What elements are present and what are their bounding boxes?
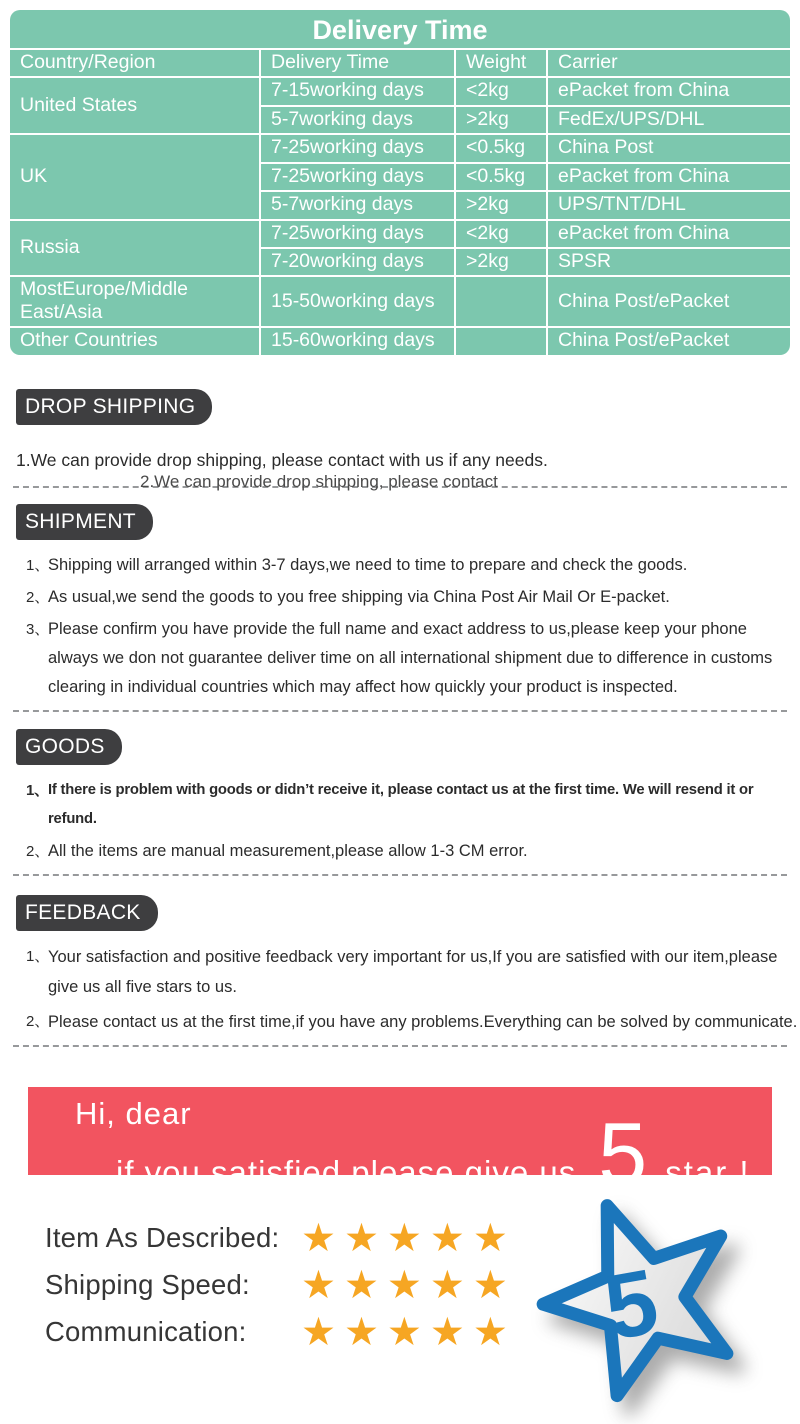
drop-shipping-badge: DROP SHIPPING	[16, 389, 212, 425]
list-item-text: Please contact us at the first time,if you have any problems.Everything can be solved by communicate.	[48, 1012, 798, 1031]
table-row	[10, 134, 790, 162]
list-item-number: 1、	[26, 781, 49, 799]
big-star-number: 5	[597, 1249, 666, 1360]
list-item-text: As usual,we send the goods to you free shipping via China Post Air Mail Or E-packet.	[48, 587, 670, 606]
list-item-number: 3、	[26, 620, 50, 638]
feedback-badge: FEEDBACK	[16, 895, 158, 931]
country-cell: Russia	[10, 220, 260, 277]
delivery-time-cell: 5-7working days	[260, 191, 455, 219]
list-item	[0, 583, 800, 612]
table-row	[10, 327, 790, 354]
rating-label: Communication:	[45, 1316, 247, 1348]
carrier-cell: SPSR	[547, 248, 790, 276]
banner-message-text: if you satisfied please give us	[116, 1153, 577, 1191]
weight-cell	[455, 276, 547, 327]
country-cell: UK	[10, 134, 260, 219]
list-item-text: Shipping will arranged within 3-7 days,we need to time to prepare and check the goods.	[48, 555, 688, 574]
carrier-cell: China Post	[547, 134, 790, 162]
delivery-table-grid	[10, 50, 790, 355]
banner-message-suffix: star !	[665, 1153, 751, 1191]
delivery-time-cell: 7-25working days	[260, 163, 455, 191]
column-header: Delivery Time	[260, 50, 455, 77]
delivery-table-body	[10, 77, 790, 354]
country-cell: Other Countries	[10, 327, 260, 354]
carrier-cell: ePacket from China	[547, 220, 790, 248]
weight-cell: <0.5kg	[455, 163, 547, 191]
list-item-number: 1、	[26, 947, 50, 965]
list-item	[0, 942, 800, 1002]
list-item	[0, 837, 800, 866]
goods-badge: GOODS	[16, 729, 122, 765]
delivery-table-title: Delivery Time	[10, 10, 790, 50]
delivery-time-cell: 5-7working days	[260, 106, 455, 134]
delivery-time-cell: 7-25working days	[260, 134, 455, 162]
list-item-number: 2、	[26, 1012, 50, 1030]
column-header: Weight	[455, 50, 547, 77]
list-item	[0, 551, 800, 580]
list-item-text: If there is problem with goods or didn’t receive it, please contact us at the first time. We will resend it or refund.	[48, 781, 754, 827]
column-header: Carrier	[547, 50, 790, 77]
carrier-cell: China Post/ePacket	[547, 327, 790, 354]
table-row	[10, 276, 790, 327]
column-header: Country/Region	[10, 50, 260, 77]
shipment-list	[0, 551, 800, 702]
list-item-text: Your satisfaction and positive feedback very important for us,If you are satisfied with our item,please give us all five stars to us.	[48, 947, 778, 996]
delivery-time-cell: 7-25working days	[260, 220, 455, 248]
goods-list	[0, 776, 800, 866]
big-star-icon	[505, 1183, 785, 1419]
five-stars-icon: ★★★★★	[301, 1216, 516, 1260]
drop-shipping-text: 1.We can provide drop shipping, please contact with us if any needs.	[16, 449, 548, 470]
weight-cell: >2kg	[455, 106, 547, 134]
weight-cell: >2kg	[455, 248, 547, 276]
delivery-time-cell: 15-60working days	[260, 327, 455, 354]
rating-label: Item As Described:	[45, 1222, 280, 1254]
country-cell: United States	[10, 77, 260, 134]
country-cell: MostEurope/Middle East/Asia	[10, 276, 260, 327]
five-stars-icon: ★★★★★	[301, 1310, 516, 1354]
list-item-text: All the items are manual measurement,please allow 1-3 CM error.	[48, 841, 528, 860]
shipment-badge: SHIPMENT	[16, 504, 153, 540]
weight-cell: >2kg	[455, 191, 547, 219]
table-row	[10, 77, 790, 105]
delivery-time-cell: 7-15working days	[260, 77, 455, 105]
table-header-row	[10, 50, 790, 77]
carrier-cell: UPS/TNT/DHL	[547, 191, 790, 219]
weight-cell: <2kg	[455, 220, 547, 248]
carrier-cell: China Post/ePacket	[547, 276, 790, 327]
list-item-number: 1、	[26, 556, 50, 574]
delivery-time-cell: 7-20working days	[260, 248, 455, 276]
list-item-number: 2、	[26, 588, 50, 606]
delivery-time-cell: 15-50working days	[260, 276, 455, 327]
banner-big-five: 5	[598, 1103, 648, 1203]
banner-greeting: Hi, dear	[75, 1095, 192, 1131]
carrier-cell: FedEx/UPS/DHL	[547, 106, 790, 134]
delivery-table	[10, 10, 790, 355]
list-item	[0, 615, 800, 702]
dashed-divider	[13, 874, 787, 876]
weight-cell: <0.5kg	[455, 134, 547, 162]
list-item-number: 2、	[26, 842, 50, 860]
carrier-cell: ePacket from China	[547, 163, 790, 191]
five-star-banner	[28, 1087, 772, 1203]
list-item	[0, 1007, 800, 1037]
page	[0, 10, 800, 1360]
ratings-section	[0, 1181, 800, 1417]
feedback-list	[0, 942, 800, 1037]
weight-cell	[455, 327, 547, 354]
carrier-cell: ePacket from China	[547, 77, 790, 105]
clipped-text-line: 2.We can provide drop shipping, please contact	[140, 471, 498, 491]
list-item-text: Please confirm you have provide the full name and exact address to us,please keep your phone always we don not guarantee deliver time on all international shipment due to difference in customs clearing in individual countries which may affect how quickly your product is inspected.	[48, 619, 773, 696]
table-row	[10, 220, 790, 248]
weight-cell: <2kg	[455, 77, 547, 105]
dashed-divider	[13, 710, 787, 712]
list-item	[0, 776, 800, 834]
five-stars-icon: ★★★★★	[301, 1263, 516, 1307]
rating-label: Shipping Speed:	[45, 1269, 250, 1301]
five-star-badge	[505, 1183, 785, 1419]
dashed-divider	[13, 1045, 787, 1047]
